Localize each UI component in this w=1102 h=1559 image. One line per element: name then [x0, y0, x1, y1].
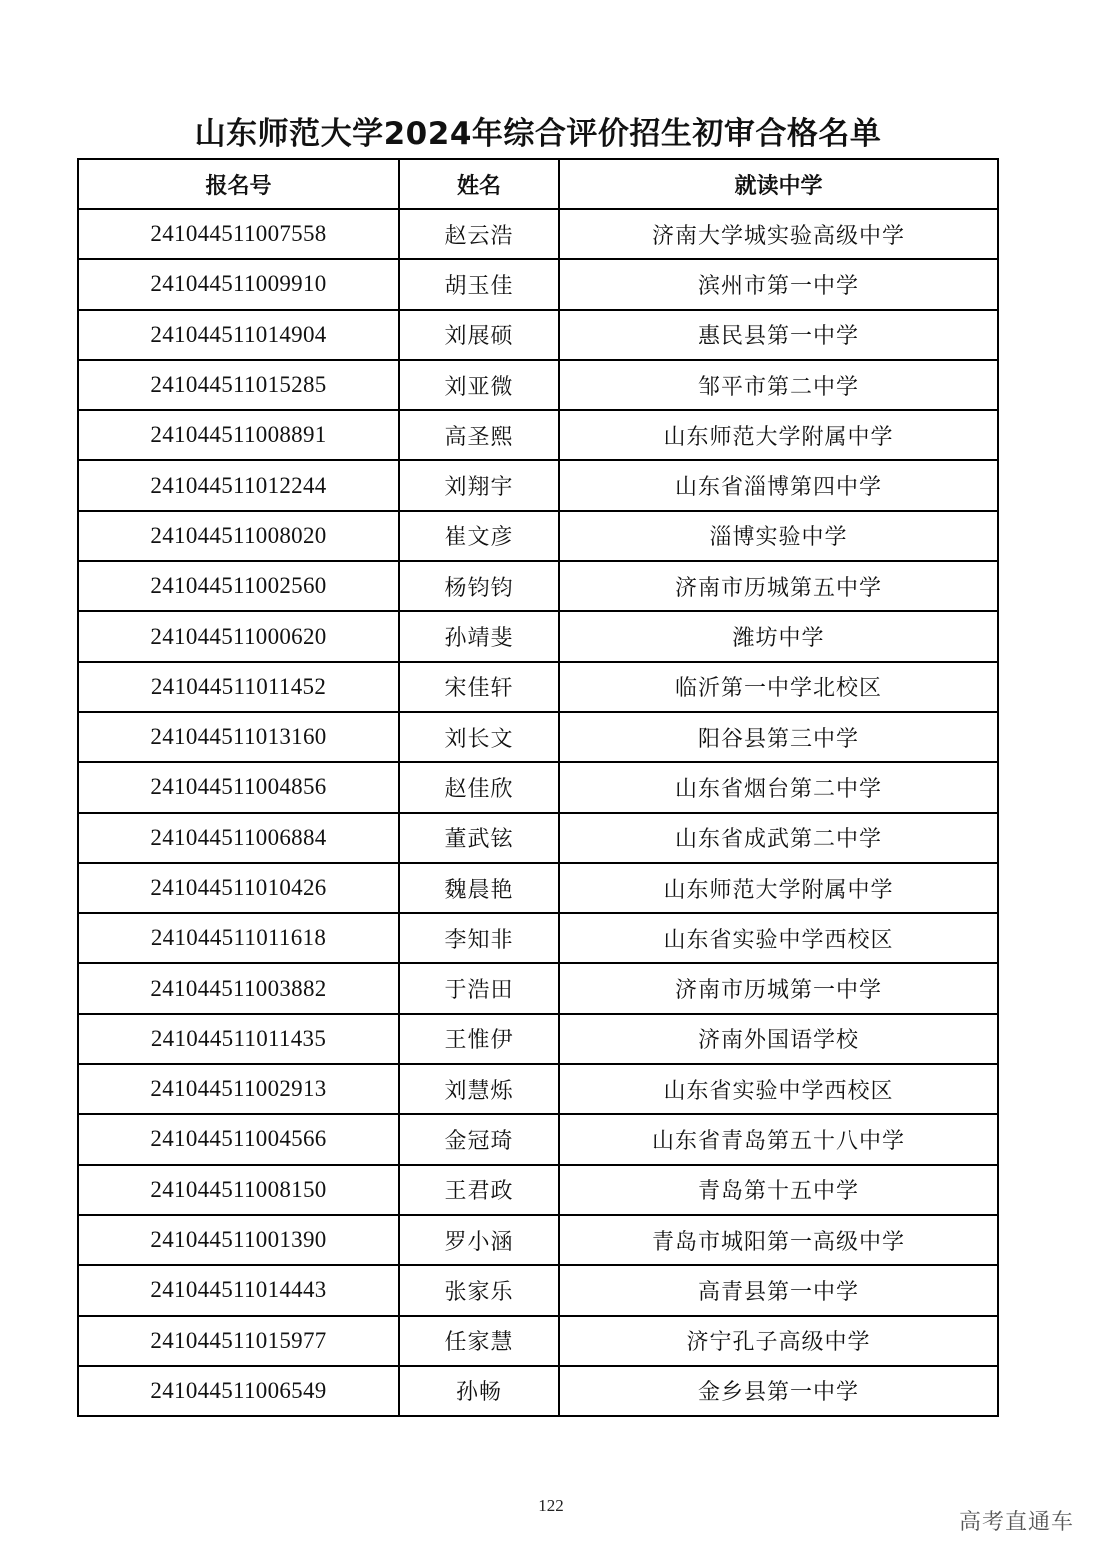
student-name-cell: 赵云浩 [399, 209, 559, 259]
table-row [78, 1165, 998, 1215]
table-row [78, 963, 998, 1013]
table-row [78, 460, 998, 510]
registration-number-cell: 241044511003882 [78, 963, 399, 1013]
school-cell: 青岛第十五中学 [559, 1165, 998, 1215]
registration-number-cell: 241044511002560 [78, 561, 399, 611]
table-row [78, 863, 998, 913]
registration-number-cell: 241044511008020 [78, 511, 399, 561]
table-row [78, 1265, 998, 1315]
table-row [78, 360, 998, 410]
registration-number-cell: 241044511006884 [78, 813, 399, 863]
table-row [78, 1064, 998, 1114]
watermark: 高考直通车 [958, 1510, 1074, 1535]
table-row [78, 813, 998, 863]
table-row [78, 913, 998, 963]
table-row [78, 259, 998, 309]
student-name-cell: 孙靖斐 [399, 611, 559, 661]
student-name-cell: 王惟伊 [399, 1014, 559, 1064]
table-row [78, 712, 998, 762]
school-cell: 山东师范大学附属中学 [559, 410, 998, 460]
registration-number-cell: 241044511000620 [78, 611, 399, 661]
table-row [78, 762, 998, 812]
table-row [78, 662, 998, 712]
registration-number-cell: 241044511015285 [78, 360, 399, 410]
student-name-cell: 崔文彦 [399, 511, 559, 561]
school-cell: 青岛市城阳第一高级中学 [559, 1215, 998, 1265]
table-row [78, 1215, 998, 1265]
student-name-cell: 杨钧钧 [399, 561, 559, 611]
school-cell: 临沂第一中学北校区 [559, 662, 998, 712]
registration-number-cell: 241044511013160 [78, 712, 399, 762]
table-row [78, 1114, 998, 1164]
page-number: 122 [538, 1496, 564, 1515]
registration-number-cell: 241044511002913 [78, 1064, 399, 1114]
registration-number-cell: 241044511014904 [78, 310, 399, 360]
registration-number-cell: 241044511014443 [78, 1265, 399, 1315]
school-cell: 阳谷县第三中学 [559, 712, 998, 762]
registration-number-cell: 241044511011452 [78, 662, 399, 712]
student-name-cell: 高圣熙 [399, 410, 559, 460]
student-name-cell: 刘亚微 [399, 360, 559, 410]
school-cell: 潍坊中学 [559, 611, 998, 661]
registration-number-cell: 241044511012244 [78, 460, 399, 510]
student-name-cell: 宋佳轩 [399, 662, 559, 712]
student-name-cell: 于浩田 [399, 963, 559, 1013]
registration-number-cell: 241044511010426 [78, 863, 399, 913]
registration-number-cell: 241044511001390 [78, 1215, 399, 1265]
registration-number-cell: 241044511007558 [78, 209, 399, 259]
school-cell: 济南外国语学校 [559, 1014, 998, 1064]
student-name-cell: 魏晨艳 [399, 863, 559, 913]
student-name-cell: 赵佳欣 [399, 762, 559, 812]
table-row [78, 1316, 998, 1366]
table-row [78, 1014, 998, 1064]
school-cell: 山东省实验中学西校区 [559, 1064, 998, 1114]
registration-number-cell: 241044511008150 [78, 1165, 399, 1215]
school-cell: 山东省实验中学西校区 [559, 913, 998, 963]
table-row [78, 209, 998, 259]
registration-number-cell: 241044511004856 [78, 762, 399, 812]
registration-number-cell: 241044511008891 [78, 410, 399, 460]
table-row [78, 561, 998, 611]
table-row [78, 611, 998, 661]
student-name-cell: 王君政 [399, 1165, 559, 1215]
document-title: 山东师范大学2024年综合评价招生初审合格名单 [194, 116, 882, 152]
school-cell: 邹平市第二中学 [559, 360, 998, 410]
school-cell: 金乡县第一中学 [559, 1366, 998, 1416]
school-cell: 济南市历城第一中学 [559, 963, 998, 1013]
student-name-cell: 张家乐 [399, 1265, 559, 1315]
student-name-cell: 刘慧烁 [399, 1064, 559, 1114]
school-cell: 济宁孔子高级中学 [559, 1316, 998, 1366]
school-cell: 山东省成武第二中学 [559, 813, 998, 863]
table-row [78, 511, 998, 561]
registration-number-cell: 241044511015977 [78, 1316, 399, 1366]
school-cell: 山东省青岛第五十八中学 [559, 1114, 998, 1164]
student-name-cell: 罗小涵 [399, 1215, 559, 1265]
school-cell: 济南市历城第五中学 [559, 561, 998, 611]
student-name-cell: 李知非 [399, 913, 559, 963]
student-name-cell: 金冠琦 [399, 1114, 559, 1164]
student-name-cell: 刘展硕 [399, 310, 559, 360]
school-cell: 滨州市第一中学 [559, 259, 998, 309]
student-name-cell: 董武铉 [399, 813, 559, 863]
header-registration-number: 报名号 [78, 159, 399, 209]
header-name: 姓名 [399, 159, 559, 209]
table-row [78, 310, 998, 360]
registration-number-cell: 241044511006549 [78, 1366, 399, 1416]
school-cell: 济南大学城实验高级中学 [559, 209, 998, 259]
registration-number-cell: 241044511011618 [78, 913, 399, 963]
school-cell: 山东省淄博第四中学 [559, 460, 998, 510]
table-row [78, 1366, 998, 1416]
school-cell: 高青县第一中学 [559, 1265, 998, 1315]
admission-list-table [77, 158, 999, 1417]
registration-number-cell: 241044511011435 [78, 1014, 399, 1064]
student-name-cell: 孙畅 [399, 1366, 559, 1416]
registration-number-cell: 241044511009910 [78, 259, 399, 309]
student-name-cell: 刘翔宇 [399, 460, 559, 510]
school-cell: 惠民县第一中学 [559, 310, 998, 360]
table-row [78, 410, 998, 460]
student-name-cell: 任家慧 [399, 1316, 559, 1366]
table-header-row [78, 159, 998, 209]
student-name-cell: 刘长文 [399, 712, 559, 762]
header-school: 就读中学 [559, 159, 998, 209]
school-cell: 山东师范大学附属中学 [559, 863, 998, 913]
school-cell: 淄博实验中学 [559, 511, 998, 561]
school-cell: 山东省烟台第二中学 [559, 762, 998, 812]
registration-number-cell: 241044511004566 [78, 1114, 399, 1164]
student-name-cell: 胡玉佳 [399, 259, 559, 309]
